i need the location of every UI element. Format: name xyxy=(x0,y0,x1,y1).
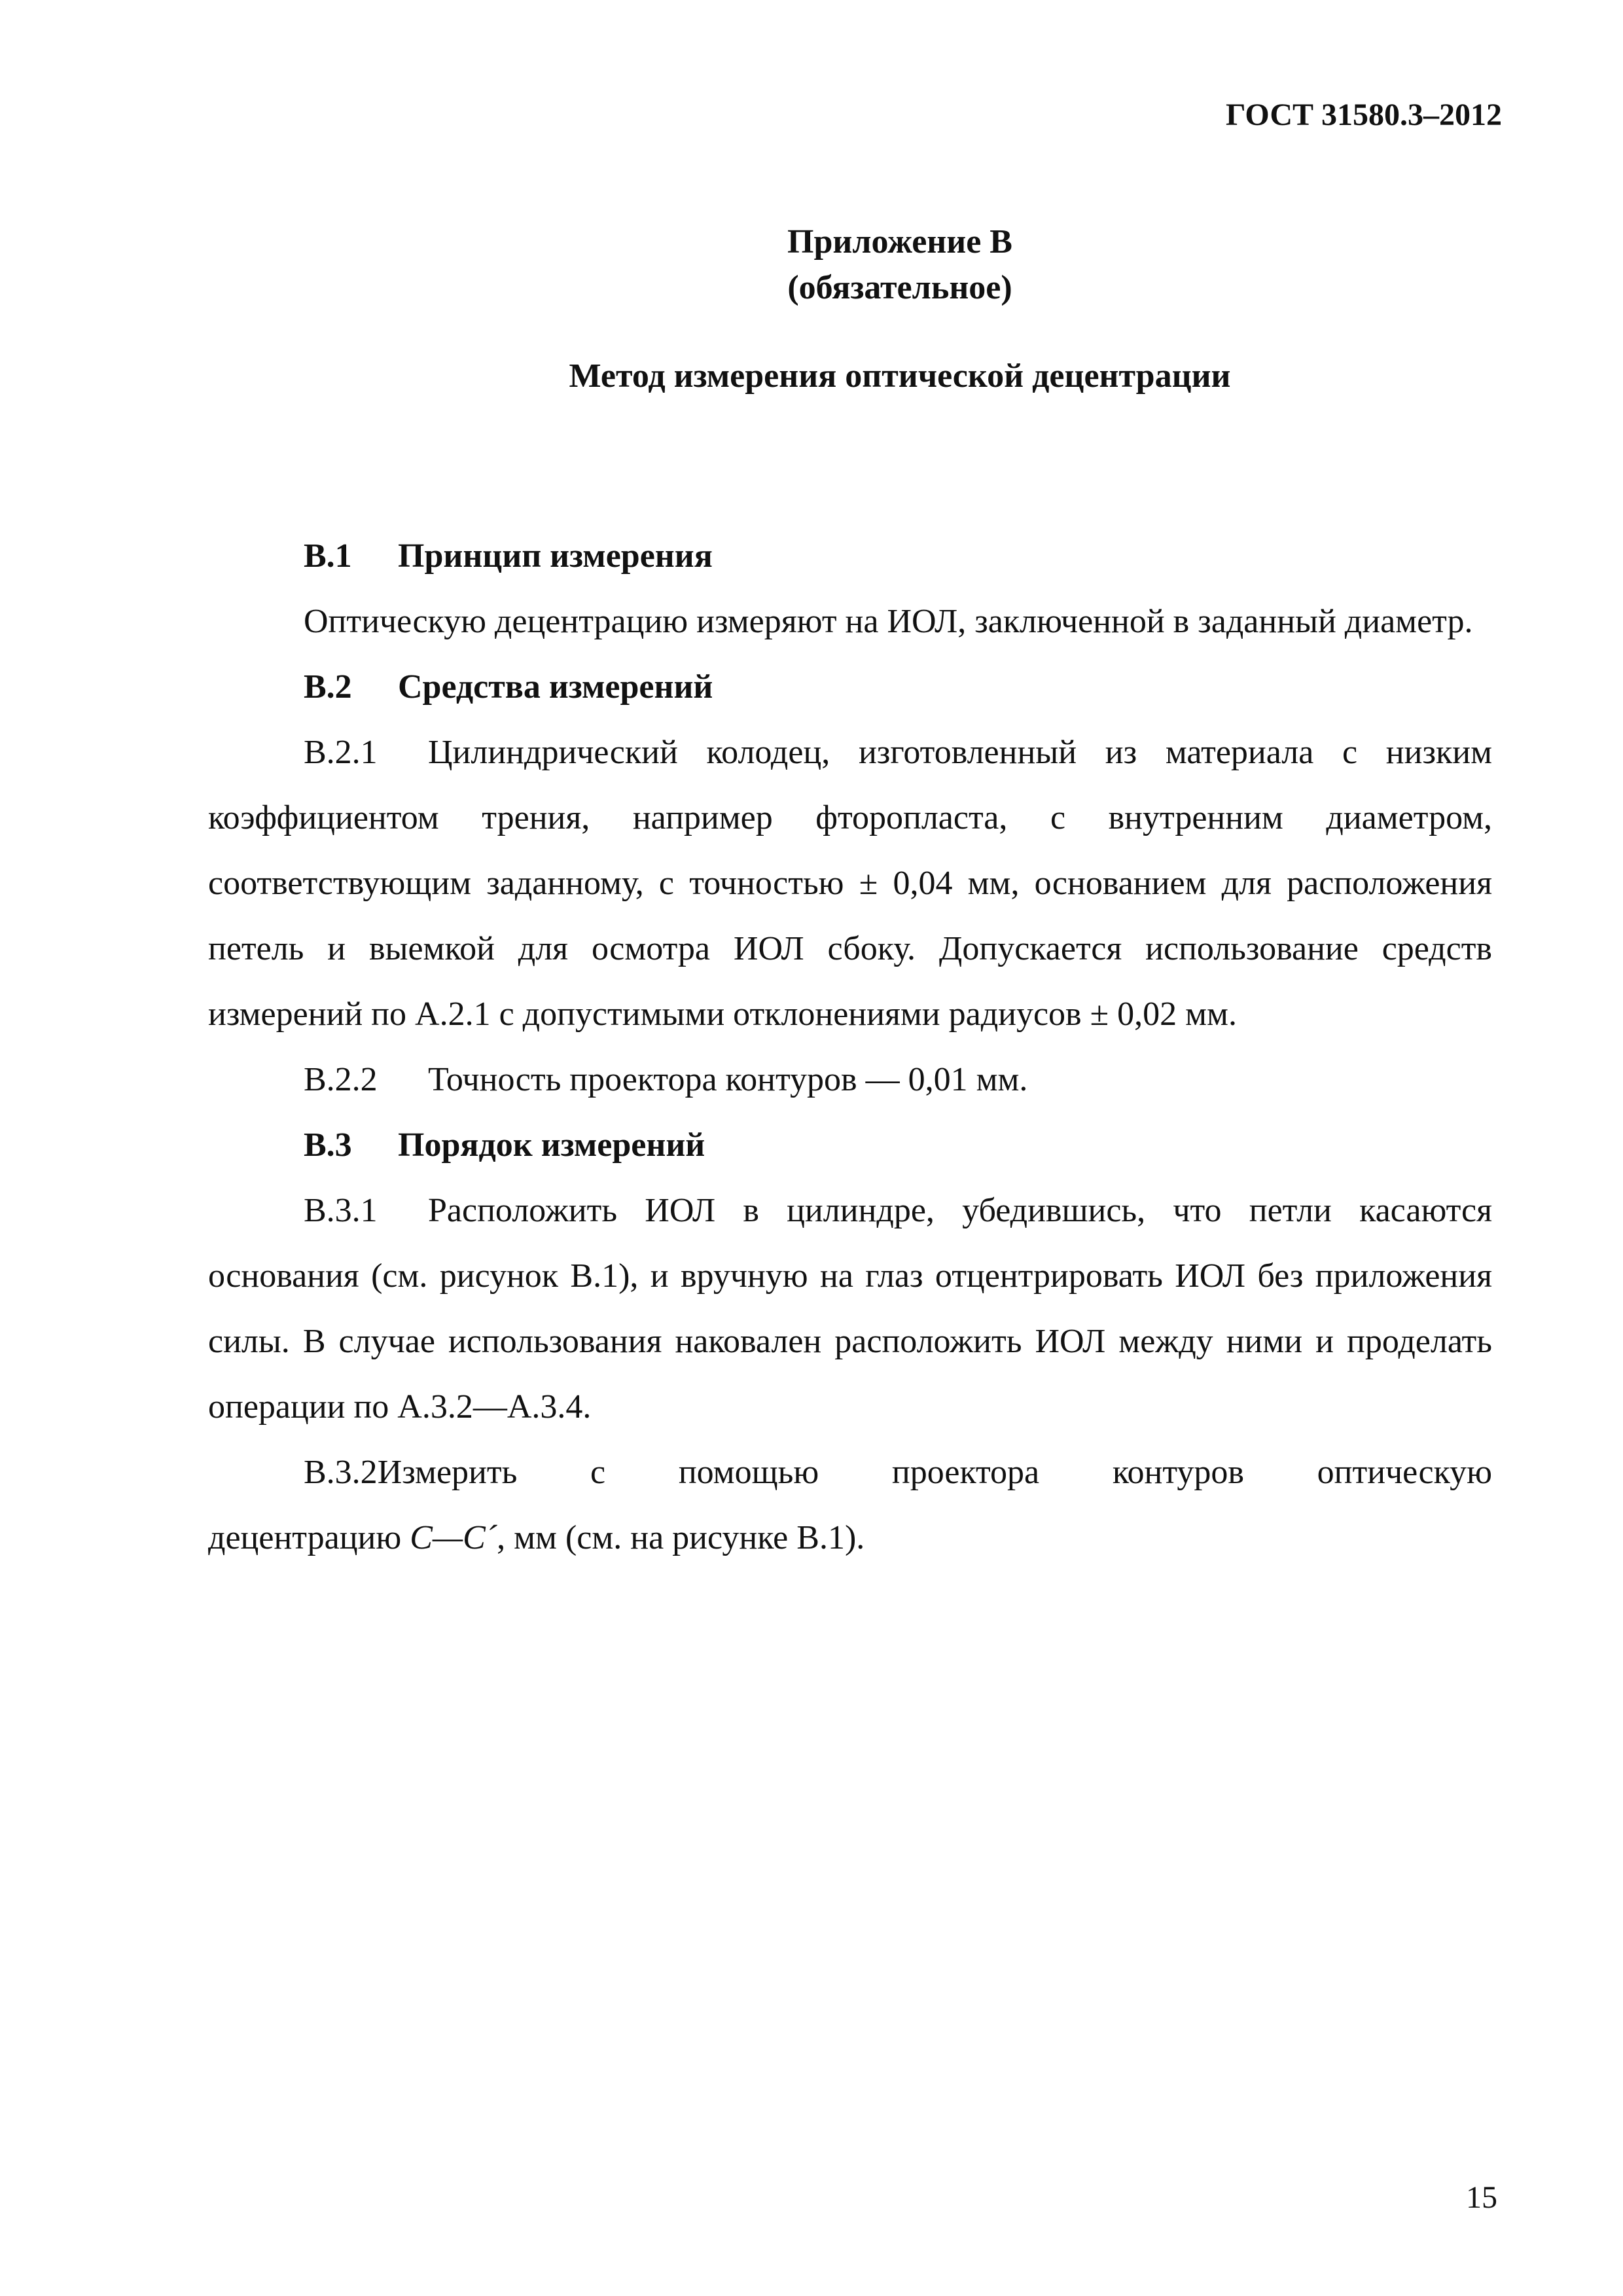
section-heading-b2 xyxy=(208,655,1492,720)
section-number: В.3 xyxy=(304,1126,352,1164)
section-heading-b3 xyxy=(208,1113,1492,1178)
section-title: Средства измерений xyxy=(398,668,713,706)
annex-heading: Метод измерения оптической децентрации xyxy=(569,357,1231,395)
document-code: ГОСТ 31580.3–2012 xyxy=(1226,98,1502,132)
section-heading-b1 xyxy=(208,524,1492,589)
clause-text: Расположить ИОЛ в цилиндре, убедившись, что петли касаются основания (см. рисунок В.1), и вручную на глаз отцентрировать ИОЛ без приложения силы. В случае использования наковален расположить ИОЛ между ними и проделать операции по А.3.2—А.3.4. xyxy=(208,1192,1492,1426)
paragraph-b3-2-line2 xyxy=(208,1505,1492,1571)
section-title: Принцип измерения xyxy=(398,537,713,575)
clause-number: В.3.1 xyxy=(304,1192,378,1229)
annex-status: (обязательное) xyxy=(787,269,1012,306)
document-body xyxy=(208,524,1492,1571)
clause-number: В.3.2 xyxy=(304,1454,378,1491)
section-number: В.2 xyxy=(304,668,352,706)
clause-text: , мм (см. на рисунке В.1). xyxy=(497,1519,865,1556)
paragraph-b2-1 xyxy=(208,720,1492,1047)
paragraph-b3-1 xyxy=(208,1178,1492,1440)
paragraph-b3-2-line1 xyxy=(208,1440,1492,1505)
clause-number: В.2.1 xyxy=(304,734,378,771)
formula: C—C´ xyxy=(410,1519,497,1556)
paragraph-b1: Оптическую децентрацию измеряют на ИОЛ, заключенной в заданный диаметр. xyxy=(304,603,1473,640)
clause-text: Точность проектора контуров — 0,01 мм. xyxy=(428,1061,1028,1098)
page-number: 15 xyxy=(1466,2180,1497,2215)
section-title: Порядок измерений xyxy=(398,1126,705,1164)
clause-number: В.2.2 xyxy=(304,1061,378,1098)
annex-title: Приложение В xyxy=(787,223,1012,260)
clause-text: Измерить с помощью проектора контуров оптическую xyxy=(377,1454,1492,1491)
section-number: В.1 xyxy=(304,537,352,575)
clause-text: децентрацию xyxy=(208,1519,402,1556)
paragraph-b2-2 xyxy=(208,1047,1492,1113)
clause-text: Цилиндрический колодец, изготовленный из материала с низким коэффициентом трения, например фторопласта, с внутренним диаметром, соответствующим заданному, с точностью ± 0,04 мм, основанием для расположения петель и выемкой для осмотра ИОЛ сбоку. Допускается использование средств измерений по А.2.1 с допустимыми отклонениями радиусов ± 0,02 мм. xyxy=(208,734,1492,1033)
